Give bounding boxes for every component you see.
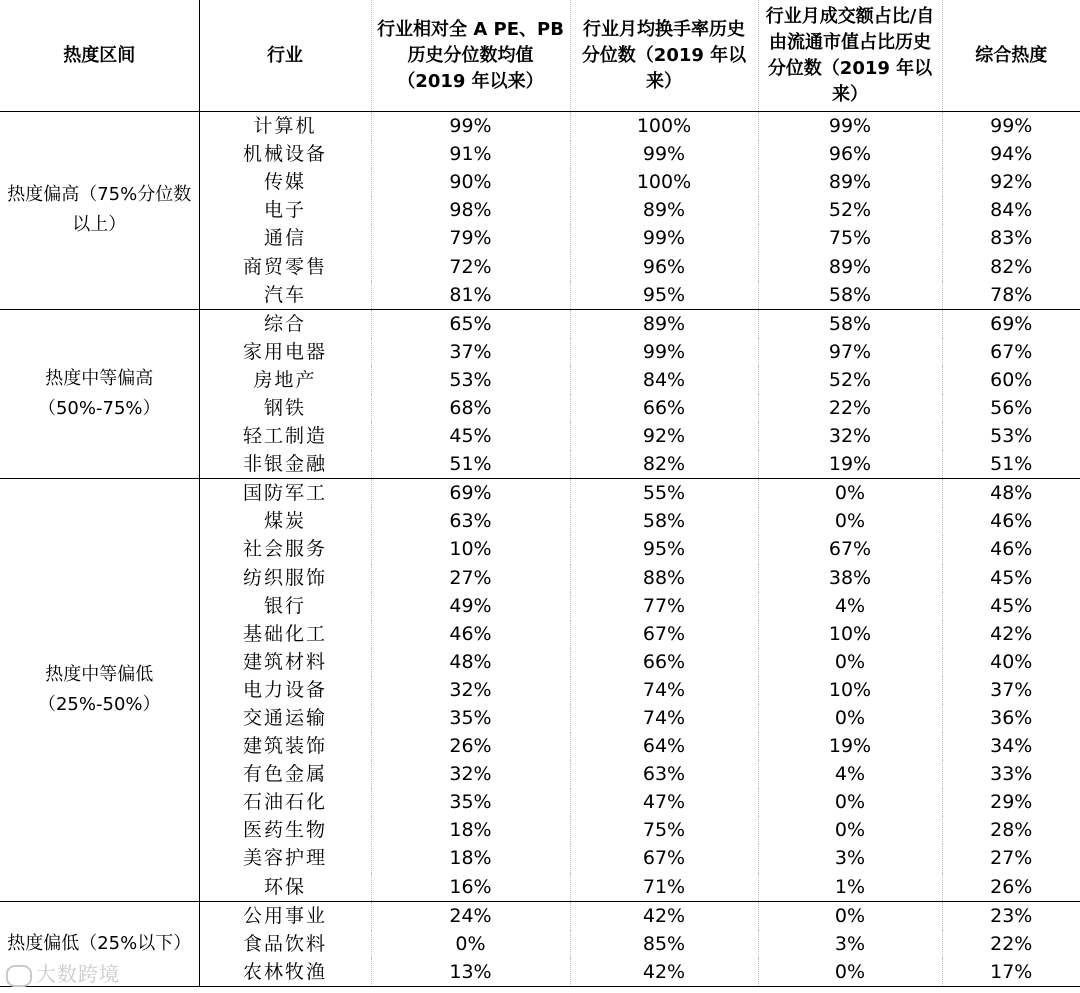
turnover-cell: 42% <box>570 901 758 930</box>
volume-ratio-cell: 97% <box>758 338 942 366</box>
header-composite-heat: 综合热度 <box>942 0 1080 112</box>
composite-heat-cell: 40% <box>942 648 1080 676</box>
header-volume-ratio-percentile: 行业月成交额占比/自由流通市值占比历史分位数（2019 年以来） <box>758 0 942 112</box>
header-zone: 热度区间 <box>0 0 199 112</box>
turnover-cell: 71% <box>570 873 758 902</box>
industry-cell: 交通运输 <box>199 704 371 732</box>
industry-cell: 钢铁 <box>199 394 371 422</box>
pe-pb-cell: 90% <box>371 168 570 196</box>
turnover-cell: 55% <box>570 479 758 508</box>
pe-pb-cell: 69% <box>371 479 570 508</box>
industry-cell: 电力设备 <box>199 676 371 704</box>
industry-cell: 银行 <box>199 592 371 620</box>
volume-ratio-cell: 32% <box>758 422 942 450</box>
volume-ratio-cell: 96% <box>758 140 942 168</box>
pe-pb-cell: 18% <box>371 816 570 844</box>
volume-ratio-cell: 0% <box>758 648 942 676</box>
pe-pb-cell: 10% <box>371 535 570 563</box>
composite-heat-cell: 46% <box>942 507 1080 535</box>
pe-pb-cell: 53% <box>371 366 570 394</box>
table-header <box>0 0 1080 112</box>
zone-cell: 热度偏高（75%分位数以上） <box>0 112 199 310</box>
turnover-cell: 99% <box>570 338 758 366</box>
volume-ratio-cell: 0% <box>758 958 942 987</box>
composite-heat-cell: 78% <box>942 281 1080 310</box>
pe-pb-cell: 49% <box>371 592 570 620</box>
volume-ratio-cell: 58% <box>758 309 942 338</box>
volume-ratio-cell: 0% <box>758 816 942 844</box>
table-row <box>0 901 1080 930</box>
composite-heat-cell: 83% <box>942 224 1080 252</box>
pe-pb-cell: 32% <box>371 676 570 704</box>
volume-ratio-cell: 89% <box>758 168 942 196</box>
composite-heat-cell: 60% <box>942 366 1080 394</box>
composite-heat-cell: 45% <box>942 564 1080 592</box>
volume-ratio-cell: 52% <box>758 196 942 224</box>
composite-heat-cell: 22% <box>942 930 1080 958</box>
volume-ratio-cell: 4% <box>758 760 942 788</box>
industry-cell: 煤炭 <box>199 507 371 535</box>
turnover-cell: 95% <box>570 281 758 310</box>
industry-cell: 家用电器 <box>199 338 371 366</box>
industry-cell: 社会服务 <box>199 535 371 563</box>
turnover-cell: 42% <box>570 958 758 987</box>
turnover-cell: 99% <box>570 224 758 252</box>
turnover-cell: 88% <box>570 564 758 592</box>
pe-pb-cell: 26% <box>371 732 570 760</box>
turnover-cell: 82% <box>570 450 758 479</box>
composite-heat-cell: 99% <box>942 112 1080 141</box>
volume-ratio-cell: 0% <box>758 507 942 535</box>
industry-cell: 基础化工 <box>199 620 371 648</box>
volume-ratio-cell: 22% <box>758 394 942 422</box>
volume-ratio-cell: 19% <box>758 732 942 760</box>
composite-heat-cell: 48% <box>942 479 1080 508</box>
pe-pb-cell: 63% <box>371 507 570 535</box>
composite-heat-cell: 51% <box>942 450 1080 479</box>
pe-pb-cell: 65% <box>371 309 570 338</box>
zone-cell: 热度中等偏高（50%-75%） <box>0 309 199 479</box>
volume-ratio-cell: 38% <box>758 564 942 592</box>
header-pe-pb-percentile: 行业相对全 A PE、PB 历史分位数均值（2019 年以来） <box>371 0 570 112</box>
industry-cell: 公用事业 <box>199 901 371 930</box>
industry-cell: 商贸零售 <box>199 252 371 280</box>
composite-heat-cell: 28% <box>942 816 1080 844</box>
industry-cell: 汽车 <box>199 281 371 310</box>
table-row <box>0 479 1080 508</box>
pe-pb-cell: 72% <box>371 252 570 280</box>
composite-heat-cell: 29% <box>942 788 1080 816</box>
volume-ratio-cell: 0% <box>758 704 942 732</box>
volume-ratio-cell: 89% <box>758 252 942 280</box>
turnover-cell: 92% <box>570 422 758 450</box>
industry-cell: 食品饮料 <box>199 930 371 958</box>
composite-heat-cell: 36% <box>942 704 1080 732</box>
composite-heat-cell: 67% <box>942 338 1080 366</box>
composite-heat-cell: 33% <box>942 760 1080 788</box>
turnover-cell: 100% <box>570 112 758 141</box>
volume-ratio-cell: 0% <box>758 788 942 816</box>
volume-ratio-cell: 52% <box>758 366 942 394</box>
industry-cell: 房地产 <box>199 366 371 394</box>
volume-ratio-cell: 1% <box>758 873 942 902</box>
turnover-cell: 99% <box>570 140 758 168</box>
composite-heat-cell: 45% <box>942 592 1080 620</box>
industry-cell: 环保 <box>199 873 371 902</box>
turnover-cell: 96% <box>570 252 758 280</box>
table-row <box>0 309 1080 338</box>
turnover-cell: 66% <box>570 648 758 676</box>
turnover-cell: 63% <box>570 760 758 788</box>
turnover-cell: 95% <box>570 535 758 563</box>
pe-pb-cell: 45% <box>371 422 570 450</box>
composite-heat-cell: 53% <box>942 422 1080 450</box>
composite-heat-cell: 94% <box>942 140 1080 168</box>
pe-pb-cell: 99% <box>371 112 570 141</box>
industry-cell: 电子 <box>199 196 371 224</box>
volume-ratio-cell: 99% <box>758 112 942 141</box>
pe-pb-cell: 48% <box>371 648 570 676</box>
industry-cell: 通信 <box>199 224 371 252</box>
table-row <box>0 112 1080 141</box>
pe-pb-cell: 13% <box>371 958 570 987</box>
volume-ratio-cell: 4% <box>758 592 942 620</box>
pe-pb-cell: 32% <box>371 760 570 788</box>
turnover-cell: 47% <box>570 788 758 816</box>
industry-cell: 有色金属 <box>199 760 371 788</box>
turnover-cell: 89% <box>570 196 758 224</box>
industry-cell: 石油石化 <box>199 788 371 816</box>
turnover-cell: 85% <box>570 930 758 958</box>
pe-pb-cell: 27% <box>371 564 570 592</box>
table-body <box>0 112 1080 987</box>
volume-ratio-cell: 75% <box>758 224 942 252</box>
turnover-cell: 64% <box>570 732 758 760</box>
composite-heat-cell: 42% <box>942 620 1080 648</box>
pe-pb-cell: 91% <box>371 140 570 168</box>
pe-pb-cell: 51% <box>371 450 570 479</box>
volume-ratio-cell: 0% <box>758 479 942 508</box>
pe-pb-cell: 79% <box>371 224 570 252</box>
industry-cell: 农林牧渔 <box>199 958 371 987</box>
volume-ratio-cell: 0% <box>758 901 942 930</box>
pe-pb-cell: 68% <box>371 394 570 422</box>
composite-heat-cell: 23% <box>942 901 1080 930</box>
industry-cell: 轻工制造 <box>199 422 371 450</box>
turnover-cell: 75% <box>570 816 758 844</box>
watermark-text: 大数跨境 <box>36 962 120 986</box>
zone-cell: 热度中等偏低（25%-50%） <box>0 479 199 901</box>
turnover-cell: 84% <box>570 366 758 394</box>
pe-pb-cell: 37% <box>371 338 570 366</box>
industry-cell: 美容护理 <box>199 844 371 872</box>
volume-ratio-cell: 10% <box>758 676 942 704</box>
turnover-cell: 89% <box>570 309 758 338</box>
industry-cell: 计算机 <box>199 112 371 141</box>
zone-cell: 热度偏低（25%以下） <box>0 901 199 986</box>
volume-ratio-cell: 10% <box>758 620 942 648</box>
composite-heat-cell: 34% <box>942 732 1080 760</box>
composite-heat-cell: 69% <box>942 309 1080 338</box>
volume-ratio-cell: 58% <box>758 281 942 310</box>
turnover-cell: 74% <box>570 704 758 732</box>
volume-ratio-cell: 3% <box>758 930 942 958</box>
pe-pb-cell: 0% <box>371 930 570 958</box>
industry-cell: 纺织服饰 <box>199 564 371 592</box>
header-turnover-percentile: 行业月均换手率历史分位数（2019 年以来） <box>570 0 758 112</box>
composite-heat-cell: 46% <box>942 535 1080 563</box>
industry-cell: 综合 <box>199 309 371 338</box>
pe-pb-cell: 16% <box>371 873 570 902</box>
header-industry: 行业 <box>199 0 371 112</box>
pe-pb-cell: 46% <box>371 620 570 648</box>
industry-cell: 国防军工 <box>199 479 371 508</box>
pe-pb-cell: 24% <box>371 901 570 930</box>
volume-ratio-cell: 3% <box>758 844 942 872</box>
pe-pb-cell: 35% <box>371 704 570 732</box>
composite-heat-cell: 56% <box>942 394 1080 422</box>
turnover-cell: 58% <box>570 507 758 535</box>
volume-ratio-cell: 19% <box>758 450 942 479</box>
industry-cell: 建筑材料 <box>199 648 371 676</box>
turnover-cell: 67% <box>570 620 758 648</box>
composite-heat-cell: 84% <box>942 196 1080 224</box>
composite-heat-cell: 82% <box>942 252 1080 280</box>
volume-ratio-cell: 67% <box>758 535 942 563</box>
composite-heat-cell: 27% <box>942 844 1080 872</box>
turnover-cell: 77% <box>570 592 758 620</box>
industry-cell: 传媒 <box>199 168 371 196</box>
composite-heat-cell: 17% <box>942 958 1080 987</box>
turnover-cell: 67% <box>570 844 758 872</box>
pe-pb-cell: 98% <box>371 196 570 224</box>
industry-cell: 非银金融 <box>199 450 371 479</box>
turnover-cell: 74% <box>570 676 758 704</box>
industry-cell: 医药生物 <box>199 816 371 844</box>
composite-heat-cell: 37% <box>942 676 1080 704</box>
pe-pb-cell: 81% <box>371 281 570 310</box>
turnover-cell: 100% <box>570 168 758 196</box>
turnover-cell: 66% <box>570 394 758 422</box>
composite-heat-cell: 92% <box>942 168 1080 196</box>
industry-cell: 建筑装饰 <box>199 732 371 760</box>
industry-cell: 机械设备 <box>199 140 371 168</box>
pe-pb-cell: 35% <box>371 788 570 816</box>
composite-heat-cell: 26% <box>942 873 1080 902</box>
pe-pb-cell: 18% <box>371 844 570 872</box>
